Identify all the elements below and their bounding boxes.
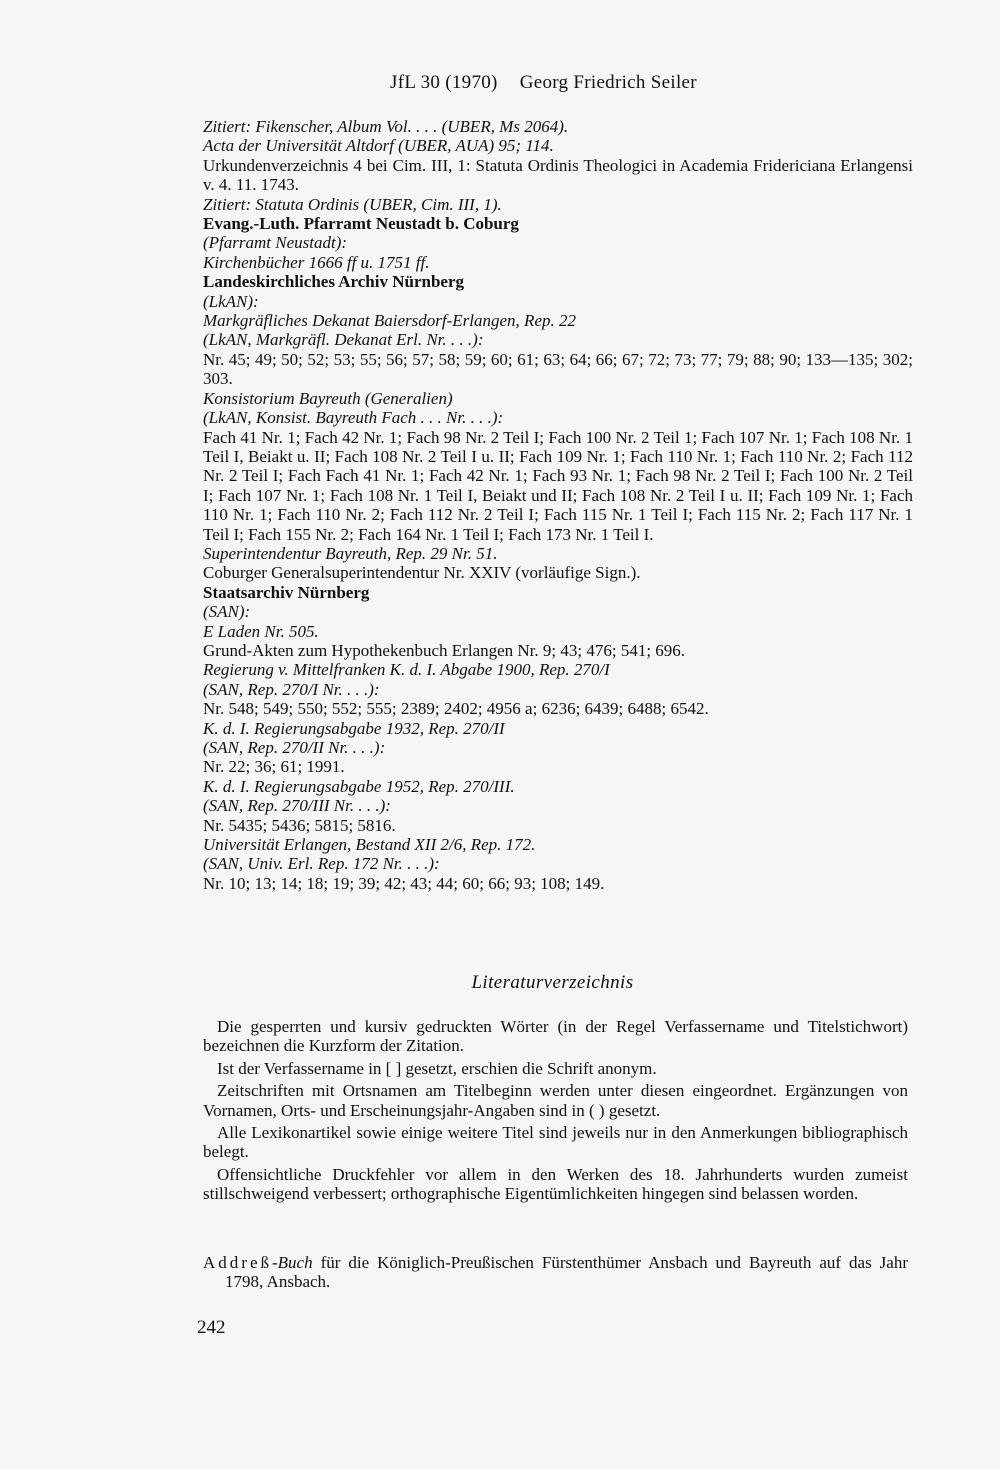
bibliography-entry: Addreß-Buch für die Königlich-Preußischen Fürstenthümer Ansbach und Bayreuth auf das Jahr 1798, Ansbach.: [203, 1253, 909, 1292]
running-header: [390, 72, 750, 94]
collection-citation: (SAN, Rep. 270/II Nr. . . .):: [203, 738, 386, 757]
source-line: Coburger Generalsuperintendentur Nr. XXIV (vorläufige Sign.).: [203, 563, 641, 583]
archive-heading: Staatsarchiv Nürnberg: [203, 582, 370, 602]
collection-citation: (SAN, Univ. Erl. Rep. 172 Nr. . . .):: [203, 854, 440, 874]
entry-title: Buch: [277, 1253, 313, 1272]
archive-abbreviation: (SAN):: [203, 602, 251, 622]
source-line: Urkundenverzeichnis 4 bei Cim. III, 1: Statuta Ordinis Theologici in Academia Fridericiana Erlangensi v. 4. 11. 1743.: [203, 155, 913, 195]
collection-citation: (SAN, Rep. 270/I Nr. . . .):: [203, 679, 380, 699]
note-paragraph: Ist der Verfassername in [ ] gesetzt, erschien die Schrift anonym.: [217, 1058, 657, 1078]
collection-title: K. d. I. Regierungsabgabe 1932, Rep. 270/II: [203, 718, 505, 738]
section-title: Literaturverzeichnis: [471, 972, 634, 993]
source-line: Zitiert: Fikenscher, Album Vol. . . . (UBER, Ms 2064).: [203, 117, 569, 136]
source-line: E Laden Nr. 505.: [203, 621, 319, 641]
collection-title: Universität Erlangen, Bestand XII 2/6, Rep. 172.: [203, 835, 536, 855]
number-list: Nr. 45; 49; 50; 52; 53; 55; 56; 57; 58; 59; 60; 61; 63; 64; 66; 67; 72; 73; 77; 79; 88; 90; 133—135; 302; 303.: [203, 349, 913, 389]
archive-abbreviation: (Pfarramt Neustadt):: [203, 233, 348, 253]
header-author: Georg Friedrich Seiler: [519, 72, 697, 93]
literature-notes: [203, 1017, 908, 1207]
note-paragraph: Zeitschriften mit Ortsnamen am Titelbeginn werden unter diesen eingeordnet. Ergänzungen von Vornamen, Orts- und Erscheinungsjahr-Angaben sind in ( ) gesetzt.: [203, 1081, 908, 1120]
sources-list: [203, 117, 913, 893]
entry-author: Addreß: [203, 1253, 272, 1272]
note-paragraph: Offensichtliche Druckfehler vor allem in den Werken des 18. Jahrhunderts wurden zumeist stillschweigend verbessert; orthographische Eigentümlichkeiten hingegen sind belassen worden.: [203, 1164, 908, 1204]
entry-details: für die Königlich-Preußischen Fürstenthümer Ansbach und Bayreuth auf das Jahr 1798, Ansbach.: [225, 1253, 909, 1292]
collection-citation: (LkAN, Konsist. Bayreuth Fach . . . Nr. . . .):: [203, 408, 504, 428]
source-line: Grund-Akten zum Hypothekenbuch Erlangen Nr. 9; 43; 476; 541; 696.: [203, 640, 686, 660]
collection-title: Regierung v. Mittelfranken K. d. I. Abgabe 1900, Rep. 270/I: [203, 660, 610, 680]
source-line: Kirchenbücher 1666 ff u. 1751 ff.: [203, 252, 430, 272]
number-list: Nr. 22; 36; 61; 1991.: [203, 757, 345, 777]
archive-heading: Landeskirchliches Archiv Nürnberg: [203, 272, 465, 292]
page-number: 242: [197, 1317, 226, 1338]
note-paragraph: Die gesperrten und kursiv gedruckten Wörter (in der Regel Verfassername und Titelstichwort) bezeichnen die Kurzform der Zitation.: [203, 1017, 908, 1056]
number-list: Nr. 548; 549; 550; 552; 555; 2389; 2402; 4956 a; 6236; 6439; 6488; 6542.: [203, 699, 709, 719]
collection-citation: (LkAN, Markgräfl. Dekanat Erl. Nr. . . .):: [203, 330, 484, 350]
archive-abbreviation: (LkAN):: [203, 291, 259, 311]
collection-citation: (SAN, Rep. 270/III Nr. . . .):: [203, 796, 391, 816]
collection-title: K. d. I. Regierungsabgabe 1952, Rep. 270/III.: [203, 776, 515, 796]
number-list: Nr. 5435; 5436; 5815; 5816.: [203, 815, 396, 835]
collection-title: Konsistorium Bayreuth (Generalien): [203, 388, 453, 408]
number-list: Fach 41 Nr. 1; Fach 42 Nr. 1; Fach 98 Nr. 2 Teil I; Fach 100 Nr. 2 Teil 1; Fach 107 Nr. 1; Fach 108 Nr. 1 Teil I, Beiakt u. II; Fach 108 Nr. 2 Teil I u. II; Fach 109 Nr. 1; Fach 110 Nr. 1; Fach 110 Nr. 2; Fach 112 Nr. 2 Teil I; Fach Fach 41 Nr. 1; Fach 42 Nr. 1; Fach 93 Nr. 1; Fach 98 Nr. 2 Teil I; Fach 100 Nr. 2 Teil I; Fach 107 Nr. 1; Fach 108 Nr. 1 Teil I, Beiakt und II; Fach 108 Nr. 2 Teil I u. II; Fach 109 Nr. 1; Fach 110 Nr. 1; Fach 110 Nr. 2; Fach 112 Nr. 2 Teil I; Fach 115 Nr. 1 Teil I; Fach 115 Nr. 2; Fach 117 Nr. 1 Teil I; Fach 155 Nr. 2; Fach 164 Nr. 1 Teil I; Fach 173 Nr. 1 Teil I.: [203, 427, 913, 544]
archive-heading: Evang.-Luth. Pfarramt Neustadt b. Coburg: [203, 214, 519, 234]
number-list: Nr. 10; 13; 14; 18; 19; 39; 42; 43; 44; 60; 66; 93; 108; 149.: [203, 873, 605, 893]
source-line: Acta der Universität Altdorf (UBER, AUA) 95; 114.: [203, 136, 554, 156]
source-line: Zitiert: Statuta Ordinis (UBER, Cim. III, 1).: [203, 194, 502, 214]
source-line: Superintendentur Bayreuth, Rep. 29 Nr. 51.: [203, 543, 498, 563]
journal-reference: JfL 30 (1970): [390, 72, 498, 93]
note-paragraph: Alle Lexikonartikel sowie einige weitere Titel sind jeweils nur in den Anmerkungen bibliographisch belegt.: [203, 1123, 908, 1162]
collection-title: Markgräfliches Dekanat Baiersdorf-Erlangen, Rep. 22: [203, 311, 576, 331]
